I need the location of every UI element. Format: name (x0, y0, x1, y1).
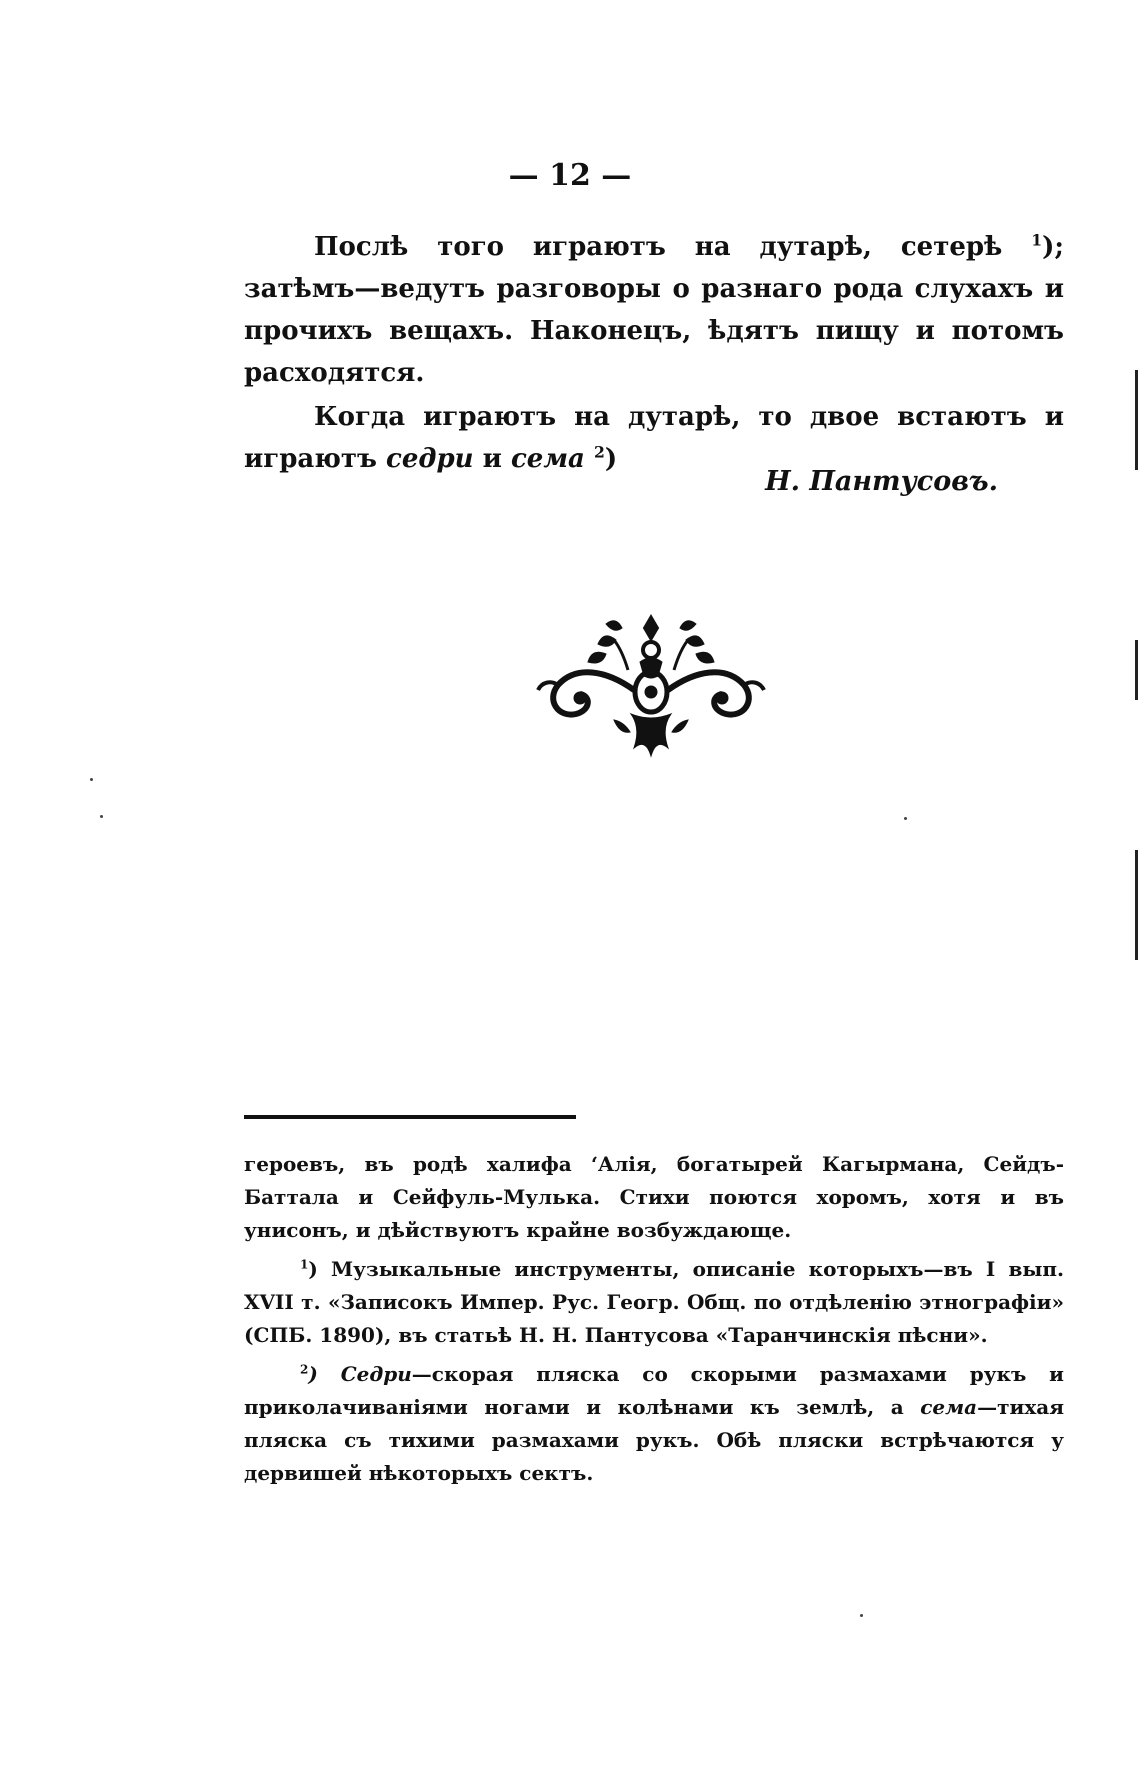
footnote-2-text-b: —тихая пляска съ тихими размахами рукъ. Обѣ пляски встрѣчаются у дервишей нѣкоторыхъ сектъ. (244, 1395, 1064, 1485)
footnote-1-text: ) Музыкальные инструменты, описаніе которыхъ—въ I вып. XVII т. «Записокъ Импер. Рус. Геогр. Общ. по отдѣленію этнографіи» (СПБ. 1890), въ статьѣ Н. Н. Пантусова «Таранчинскія пѣсни». (244, 1257, 1064, 1347)
term-sema: сема (510, 444, 585, 474)
scan-speck (860, 1614, 863, 1617)
scan-speck (904, 817, 907, 820)
footnote-ref-1: 1 (1031, 230, 1043, 250)
scan-edge-line (1135, 640, 1138, 700)
footnote-ref-2: 2 (593, 442, 605, 462)
scan-speck (100, 815, 103, 818)
footnotes (244, 1148, 1064, 1496)
footnote-2-term-sema: сема (920, 1395, 978, 1419)
paragraph-1-text-b: ); затѣмъ—ведутъ разговоры о разнаго рода слухахъ и прочихъ вещахъ. Наконецъ, ѣдятъ пищу и потомъ расходятся. (244, 232, 1064, 388)
term-sedri: седри (386, 444, 474, 474)
footnote-2-text-a: —скорая пляска со скорыми размахами рукъ и приколачиваніями ногами и колѣнами къ землѣ, а (244, 1362, 1064, 1419)
scan-edge-line (1135, 370, 1138, 470)
footnote-2-marker: 2 (300, 1362, 309, 1377)
ornament-icon (536, 610, 766, 760)
paragraph-2-text-a: Когда играютъ на дутарѣ, то двое встаютъ и играютъ (244, 402, 1064, 474)
main-text (244, 226, 1064, 480)
scan-edge-line (1135, 850, 1138, 960)
footnote-1 (244, 1253, 1064, 1352)
paragraph-2-and: и (473, 444, 511, 474)
footnote-2-term-sedri: ) Седри (308, 1362, 412, 1386)
footnote-1-marker: 1 (300, 1257, 309, 1272)
footnote-2 (244, 1358, 1064, 1490)
scan-speck (90, 778, 93, 781)
paragraph-2-end: ) (604, 444, 618, 474)
footnote-continued: героевъ, въ родѣ халифа ‘Алія, богатырей Кагырмана, Сейдъ-Баттала и Сейфуль-Мулька. Стихи поются хоромъ, хотя и въ унисонъ, и дѣйствуютъ крайне возбуждающе. (244, 1152, 1064, 1242)
paragraph-1-text-a: Послѣ того играютъ на дутарѣ, сетерѣ (314, 232, 1032, 262)
paragraph-1 (244, 226, 1064, 394)
page-number: — 12 — (508, 158, 632, 193)
footnote-separator (244, 1115, 576, 1119)
author-signature: Н. Пантусовъ. (765, 466, 998, 497)
